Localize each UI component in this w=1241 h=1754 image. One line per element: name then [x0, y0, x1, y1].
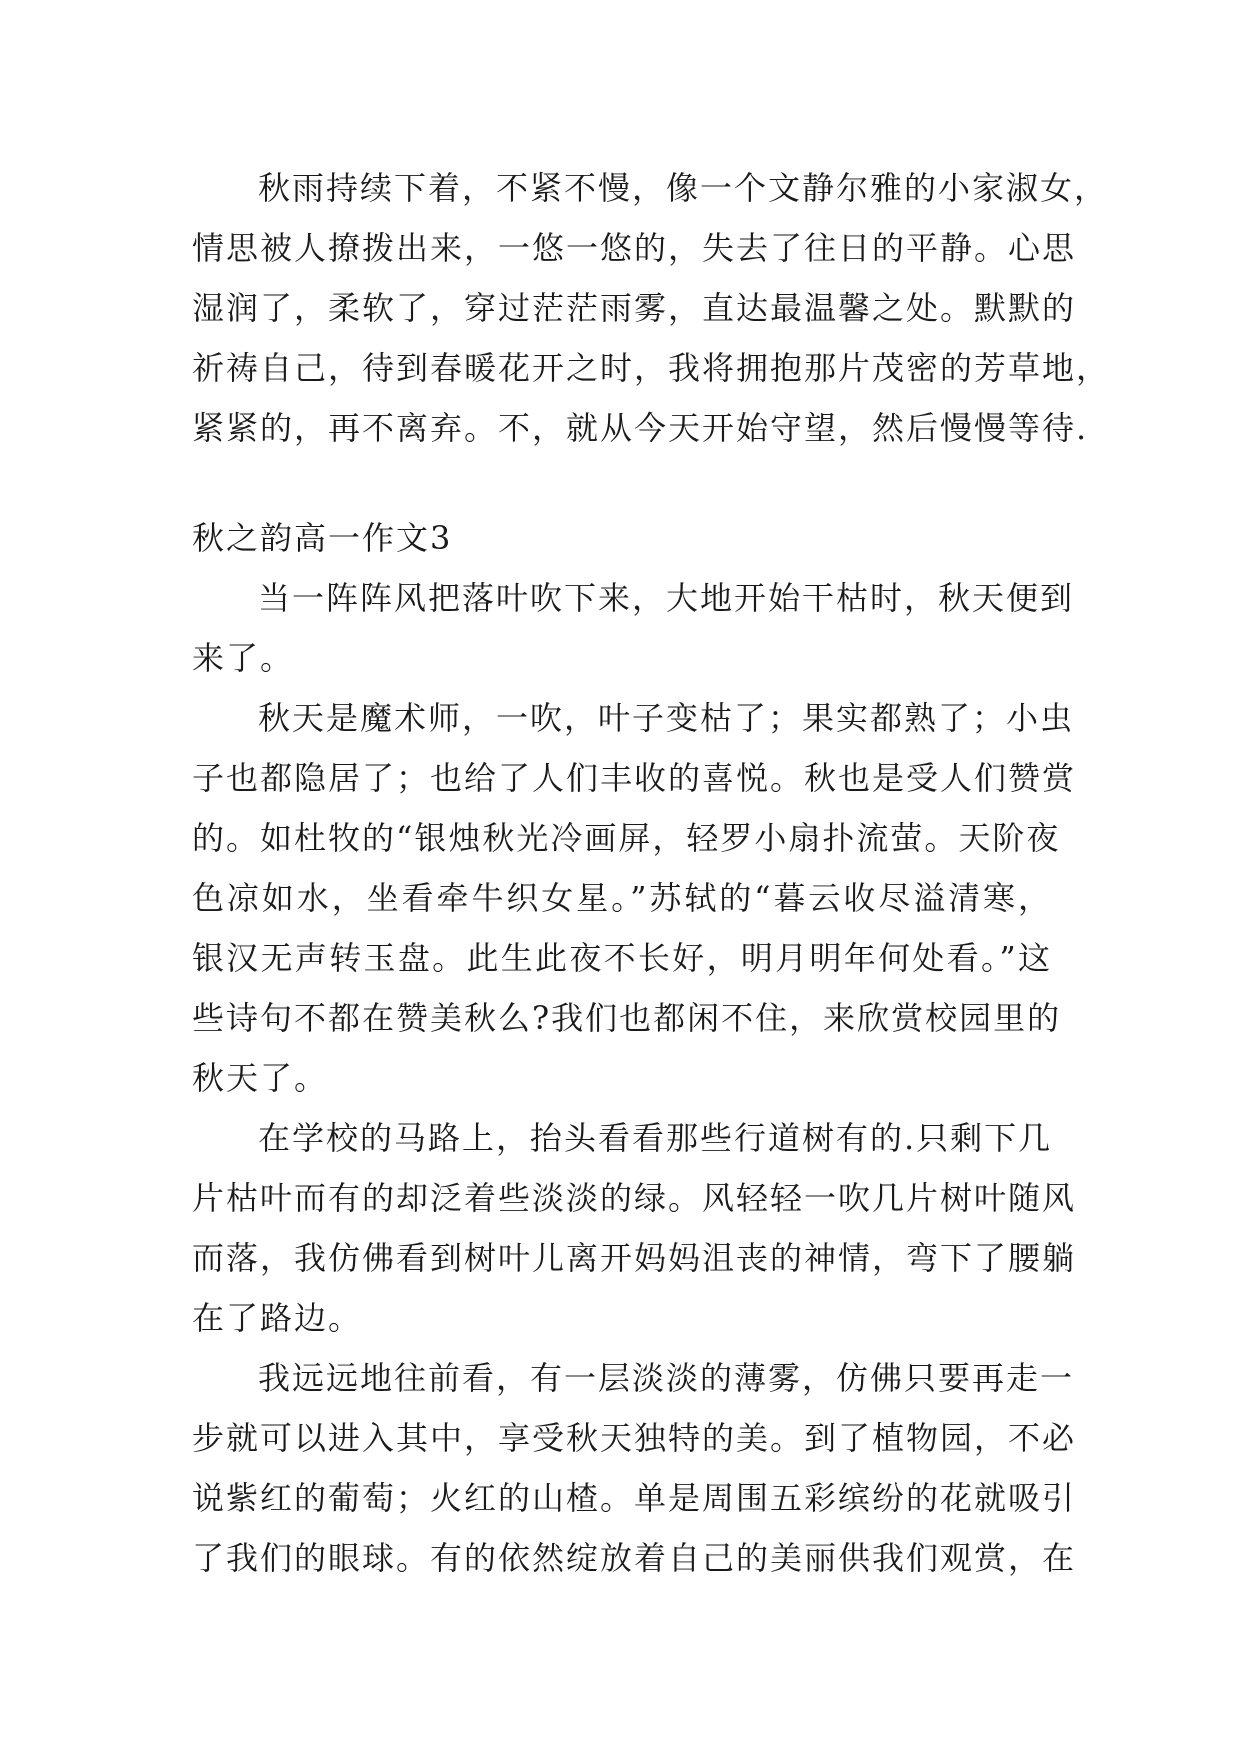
- paragraph-line: 来了。: [192, 639, 295, 677]
- paragraph-line: 我远远地往前看，有一层淡淡的薄雾，仿佛只要再走一: [258, 1359, 1075, 1397]
- paragraph-line: 秋雨持续下着，不紧不慢，像一个文静尔雅的小家淑女，: [258, 169, 1109, 207]
- paragraph-line: 情思被人撩拨出来，一悠一悠的，失去了往日的平静。心思: [192, 229, 1077, 267]
- paragraph-line: 片枯叶而有的却泛着些淡淡的绿。风轻轻一吹几片树叶随风: [192, 1179, 1077, 1217]
- paragraph-line: 湿润了，柔软了，穿过茫茫雨雾，直达最温馨之处。默默的: [192, 289, 1077, 327]
- paragraph-line: 秋天了。: [192, 1059, 329, 1097]
- paragraph-line: 在了路边。: [192, 1299, 363, 1337]
- paragraph-line: 的。如杜牧的“银烛秋光冷画屏，轻罗小扇扑流萤。天阶夜: [192, 819, 1061, 857]
- paragraph-line: 些诗句不都在赞美秋么?我们也都闲不住，来欣赏校园里的: [192, 999, 1062, 1037]
- paragraph-line: 秋天是魔术师，一吹，叶子变枯了；果实都熟了；小虫: [258, 699, 1075, 737]
- paragraph-line: 祈祷自己，待到春暖花开之时，我将拥抱那片茂密的芳草地，: [192, 349, 1111, 387]
- paragraph-line: 在学校的马路上，抬头看看那些行道树有的.只剩下几: [258, 1119, 1053, 1157]
- paragraph-line: 子也都隐居了；也给了人们丰收的喜悦。秋也是受人们赞赏: [192, 759, 1077, 797]
- paragraph-line: 紧紧的，再不离弃。不，就从今天开始守望，然后慢慢等待.: [192, 409, 1089, 447]
- paragraph-line: 银汉无声转玉盘。此生此夜不长好，明月明年何处看。”这: [192, 939, 1052, 977]
- paragraph-line: 色凉如水，坐看牵牛织女星。”苏轼的“暮云收尽溢清寒，: [192, 879, 1052, 917]
- paragraph-line: 当一阵阵风把落叶吹下来，大地开始干枯时，秋天便到: [258, 579, 1075, 617]
- paragraph-line: 了我们的眼球。有的依然绽放着自己的美丽供我们观赏，在: [192, 1539, 1077, 1577]
- paragraph-line: 而落，我仿佛看到树叶儿离开妈妈沮丧的神情，弯下了腰躺: [192, 1239, 1077, 1277]
- essay-heading: 秋之韵高一作文3: [192, 519, 453, 557]
- paragraph-line: 步就可以进入其中，享受秋天独特的美。到了植物园，不必: [192, 1419, 1077, 1457]
- paragraph-line: 说紫红的葡萄；火红的山楂。单是周围五彩缤纷的花就吸引: [192, 1479, 1077, 1517]
